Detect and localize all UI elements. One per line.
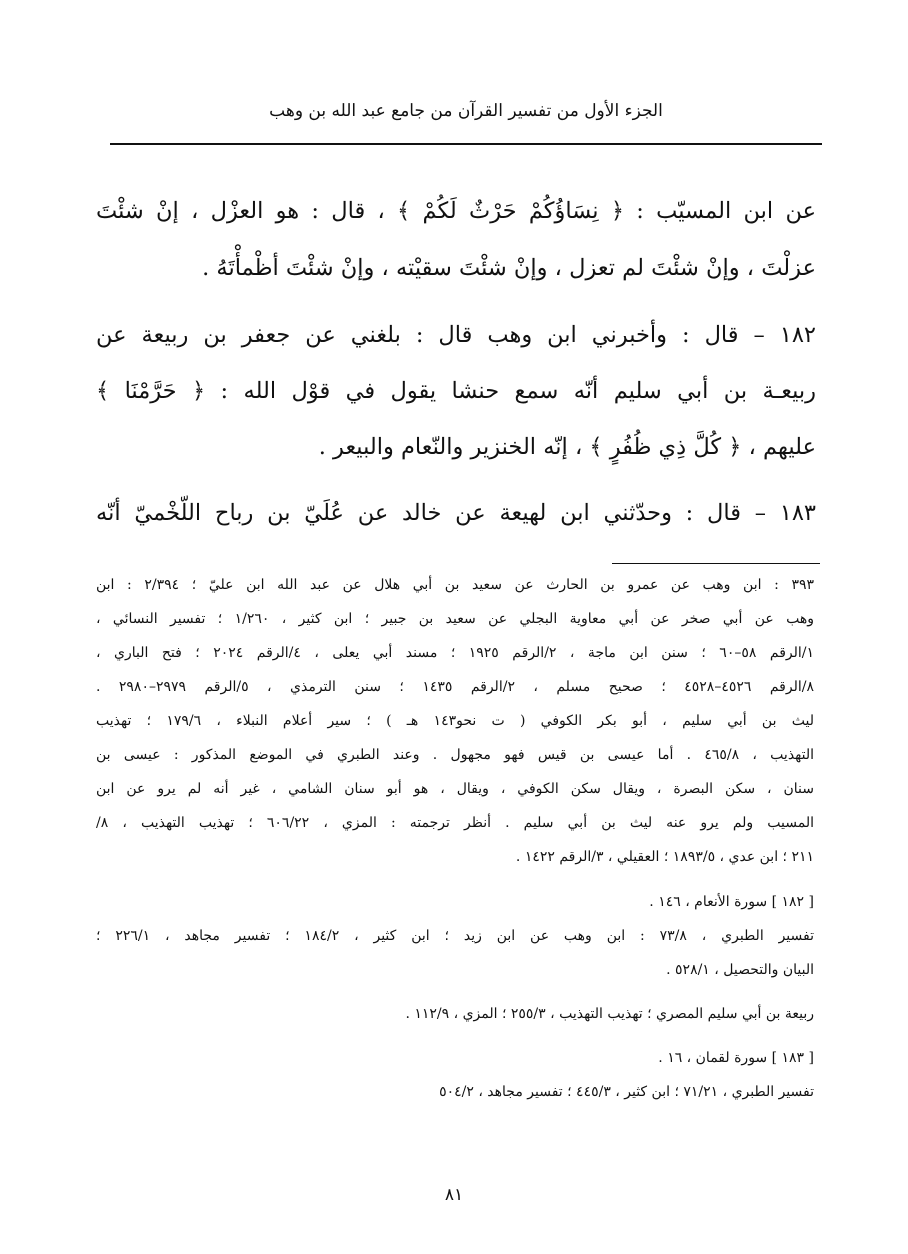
running-header: الجزء الأول من تفسير القرآن من جامع عبد الله بن وهب	[269, 101, 663, 121]
text-line: ١٨٣ – قال : وحدّثني ابن لهيعة عن خالد عن عُلَيّ بن رباح اللّخْميّ أنّه	[96, 500, 816, 526]
header-divider	[110, 143, 822, 145]
footnote-line: ليث بن أبي سليم ، أبو بكر الكوفي ( ت نحو١٤٣ هـ ) ؛ سير أعلام النبلاء ، ١٧٩/٦ ؛ تهذيب	[96, 713, 814, 729]
footnote-line: ٨/الرقم ٤٥٢٦–٤٥٢٨ ؛ صحيح مسلم ، ٢/الرقم ١٤٣٥ ؛ سنن الترمذي ، ٥/الرقم ٢٩٧٩–٢٩٨٠ .	[96, 679, 814, 695]
text-line: عليهم ، ﴿ كُلَّ ذِي ظُفُرٍ ﴾ ، إنّه الخنزير والنّعام والبيعر .	[318, 434, 816, 460]
footnote-line: ربيعة بن أبي سليم المصري ؛ تهذيب التهذيب ، ٢٥٥/٣ ؛ المزي ، ١١٢/٩ .	[405, 1006, 814, 1022]
footnote-line: التهذيب ، ٤٦٥/٨ . أما عيسى بن قيس فهو مجهول . وعند الطبري في الموضع المذكور : عيسى بن	[96, 747, 815, 763]
footnote-line: سنان ، سكن البصرة ، ويقال سكن الكوفي ، ويقال ، هو أبو سنان الشامي ، غير أنه لم يرو عن ابن	[96, 781, 814, 797]
footnote-line: [ ١٨٣ ] سورة لقمان ، ١٦ .	[658, 1050, 814, 1066]
footnote-divider	[612, 563, 820, 564]
text-line: عن ابن المسيّب : ﴿ نِسَاؤُكُمْ حَرْثٌ لَكُمْ ﴾ ، قال : هو العزْل ، إنْ شئْتَ	[96, 198, 816, 224]
text-line: ١٨٢ – قال : وأخبرني ابن وهب قال : بلغني عن جعفر بن ربيعة عن	[96, 322, 816, 348]
footnote-line: تفسير الطبري ، ٧١/٢١ ؛ ابن كثير ، ٤٤٥/٣ ؛ تفسير مجاهد ، ٥٠٤/٢	[439, 1084, 814, 1100]
footnote-line: المسيب ولم يرو عنه ليث بن أبي سليم . أنظر ترجمته : المزي ، ٦٠٦/٢٢ ؛ تهذيب التهذيب ، ٨/	[96, 815, 815, 831]
text-line: ربيعـة بن أبي سليم أنّه سمع حنشا يقول في قوْل الله : ﴿ حَرَّمْنَا ﴾	[96, 378, 816, 404]
footnote-line: ٣٩٣ : ابن وهب عن عمرو بن الحارث عن سعيد بن أبي هلال عن عبد الله ابن عليّ ؛ ٢/٣٩٤ : ابن	[96, 577, 814, 593]
page-number: ٨١	[444, 1185, 464, 1205]
footnote-line: ٢١١ ؛ ابن عدي ، ١٨٩٣/٥ ؛ العقيلي ، ٣/الرقم ١٤٢٢ .	[515, 849, 814, 865]
footnote-line: ١/الرقم ٥٨–٦٠ ؛ سنن ابن ماجة ، ٢/الرقم ١٩٢٥ ؛ مسند أبي يعلى ، ٤/الرقم ٢٠٢٤ ؛ فتح الباري ،	[96, 645, 815, 661]
footnote-line: البيان والتحصيل ، ٥٢٨/١ .	[666, 962, 814, 978]
text-line: عزلْتَ ، وإنْ شئْتَ لم تعزل ، وإنْ شئْتَ سقيْته ، وإنْ شئْتَ أظْمأْتَهُ .	[202, 255, 816, 281]
footnote-line: وهب عن أبي صخر عن أبي معاوية البجلي عن سعيد بن جبير ؛ ابن كثير ، ١/٢٦٠ ؛ تفسير النسائي ،	[96, 611, 814, 627]
footnote-line: تفسير الطبري ، ٧٣/٨ : ابن وهب عن ابن زيد ؛ ابن كثير ، ١٨٤/٢ ؛ تفسير مجاهد ، ٢٢٦/١ ؛	[96, 928, 814, 944]
footnote-line: [ ١٨٢ ] سورة الأنعام ، ١٤٦ .	[649, 894, 814, 910]
